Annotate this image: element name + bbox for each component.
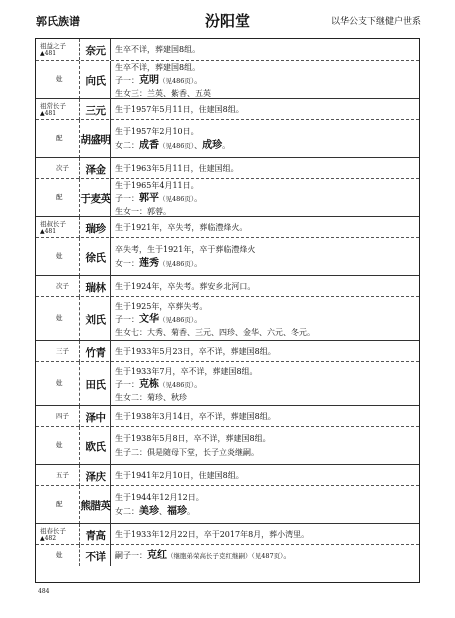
table-row <box>36 39 419 60</box>
detail-line: 生卒不详，葬建国8组。 <box>115 62 201 72</box>
detail-cell <box>111 238 419 276</box>
detail-line <box>115 259 202 269</box>
detail-line: 生于1921年，卒失考，葬临澧烽火。 <box>115 222 248 232</box>
relation-tag: 四子 <box>56 411 69 420</box>
relation-tag: 配 <box>56 193 63 201</box>
child-prefix: 女二： <box>115 141 139 150</box>
hall-name: 汾阳堂 <box>204 12 250 30</box>
relation-cell <box>36 524 80 545</box>
person-name: 熊腊英 <box>80 500 111 512</box>
child-name: 美珍 <box>139 506 159 517</box>
detail-line: 生女一：郭蓉。 <box>115 206 171 216</box>
name-cell <box>80 545 111 566</box>
relation-cell <box>36 427 80 465</box>
relation-cell <box>36 120 80 158</box>
page-header <box>0 10 455 32</box>
detail-line <box>115 194 202 204</box>
person-name: 欧氏 <box>85 441 106 453</box>
child-name: 福珍 <box>167 506 187 517</box>
table-row <box>36 485 419 524</box>
detail-line: 生于1924年，卒失考。葬安乡北河口。 <box>115 281 256 291</box>
detail-line <box>115 141 230 151</box>
detail-cell <box>111 406 419 427</box>
detail-cell <box>111 465 419 486</box>
detail-cell <box>111 217 419 238</box>
relation-tag: 祖叔长子 <box>40 219 66 228</box>
detail-cell <box>111 179 419 217</box>
page-number: 484 <box>38 588 50 595</box>
detail-cell <box>111 341 419 362</box>
detail-line: 生于1957年5月11日，住建国8组。 <box>115 104 244 114</box>
punct: 。 <box>194 75 203 85</box>
name-cell <box>80 276 111 297</box>
punct: 。 <box>194 379 203 389</box>
name-cell <box>80 217 111 238</box>
relation-cell <box>36 465 80 486</box>
punct: 。 <box>194 193 203 203</box>
detail-line: 生于1963年5月11日，住建国组。 <box>115 163 239 173</box>
table-row <box>36 426 419 465</box>
child-prefix: 子一： <box>115 193 139 203</box>
punct: 。 <box>194 314 203 324</box>
person-name: 瑞林 <box>85 281 106 294</box>
relation-cell <box>36 341 80 362</box>
name-cell <box>80 297 111 341</box>
table-row <box>36 544 419 566</box>
page-ref: ▲481 <box>40 109 57 117</box>
page-ref: ▲482 <box>40 534 57 542</box>
name-cell <box>80 120 111 158</box>
punct: 、 <box>194 141 203 150</box>
table-row <box>36 98 419 120</box>
lineage-title: 以华公支下继健户世系 <box>330 17 421 27</box>
relation-tag: 祖常长子 <box>40 101 66 110</box>
relation-cell <box>36 362 80 406</box>
name-cell <box>80 524 111 545</box>
table-row <box>36 178 419 217</box>
person-name: 泽金 <box>85 163 106 176</box>
table-row <box>36 361 419 406</box>
punct: 。 <box>194 259 203 268</box>
person-name: 向氏 <box>85 75 106 87</box>
relation-cell <box>36 179 80 217</box>
table-row <box>36 464 419 486</box>
person-name: 不详 <box>85 550 106 563</box>
child-prefix: 女一： <box>115 259 139 268</box>
detail-line <box>115 380 202 390</box>
detail-cell <box>111 427 419 465</box>
name-cell <box>80 179 111 217</box>
person-name: 青高 <box>85 529 106 542</box>
detail-line: 生于1938年5月8日，卒不详，葬建国8组。 <box>115 434 271 443</box>
relation-tag: 配 <box>56 134 63 142</box>
person-name: 竹青 <box>85 346 106 359</box>
child-prefix: 嗣子一： <box>115 550 147 560</box>
detail-line: 生于1965年4月11日。 <box>115 180 199 190</box>
child-name: 成珍 <box>202 140 223 151</box>
name-cell <box>80 61 111 99</box>
relation-cell <box>36 158 80 179</box>
detail-line: 生于1944年12月12日。 <box>115 493 204 502</box>
detail-cell <box>111 297 419 341</box>
punct: 。 <box>187 507 195 516</box>
child-name: 文华 <box>139 313 159 325</box>
detail-line: 生于1925年，卒葬失考。 <box>115 301 208 311</box>
name-cell <box>80 341 111 362</box>
child-prefix: 子一： <box>115 75 139 85</box>
detail-line <box>115 507 195 517</box>
relation-cell <box>36 217 80 238</box>
relation-tag: 妣 <box>56 75 63 83</box>
person-name: 泽中 <box>85 411 106 424</box>
relation-cell <box>36 406 80 427</box>
detail-cell <box>111 486 419 524</box>
detail-line: 生于1933年5月23日，卒不详，葬建国8组。 <box>115 346 276 356</box>
name-cell <box>80 99 111 120</box>
person-name: 徐氏 <box>85 252 106 264</box>
genealogy-table <box>35 38 420 583</box>
name-cell <box>80 465 111 486</box>
relation-cell <box>36 276 80 297</box>
relation-tag: 五子 <box>56 470 69 479</box>
punct: 。 <box>222 141 231 150</box>
page-note: （见486页） <box>159 315 195 324</box>
person-name: 田氏 <box>85 379 106 391</box>
name-cell <box>80 158 111 179</box>
detail-cell <box>111 39 419 60</box>
detail-line: 生子二：俱是随母下堂，长子立炎继嗣。 <box>115 448 259 457</box>
relation-tag: 妣 <box>56 441 63 449</box>
person-name: 三元 <box>85 104 106 117</box>
detail-cell <box>111 99 419 120</box>
detail-line: 生女七：大秀、菊香、三元、四珍、金华、六元、冬元。 <box>115 327 315 337</box>
child-name: 克红 <box>147 549 167 561</box>
table-row <box>36 237 419 276</box>
person-name: 泽庆 <box>85 470 106 483</box>
book-title: 郭氏族谱 <box>36 15 80 28</box>
detail-line: 生女二：菊珍、秋珍 <box>115 392 187 402</box>
table-row <box>36 216 419 238</box>
child-name: 成香 <box>139 140 159 151</box>
detail-line <box>115 76 202 86</box>
detail-line: 生于1933年12月22日，卒于2017年8月，葬小湾里。 <box>115 529 310 539</box>
detail-line: 生卒不详，葬建国8组。 <box>115 44 201 54</box>
table-row <box>36 275 419 297</box>
table-row <box>36 523 419 545</box>
name-cell <box>80 406 111 427</box>
table-row <box>36 157 419 179</box>
page-note: （见486页） <box>159 260 195 268</box>
child-prefix: 女二： <box>115 507 139 516</box>
table-row <box>36 405 419 427</box>
page-ref: ▲481 <box>40 227 57 235</box>
detail-line: 生于1933年7月，卒不详，葬建国8组。 <box>115 366 258 376</box>
page-note: （见486页） <box>159 380 195 389</box>
punct: 、 <box>159 507 167 516</box>
person-name: 奈元 <box>85 44 106 57</box>
detail-cell <box>111 61 419 99</box>
detail-line: 生女三：兰英、紫香、五英 <box>115 88 211 98</box>
relation-tag: 祖春长子 <box>40 526 66 535</box>
relation-tag: 妣 <box>56 550 63 559</box>
relation-cell <box>36 238 80 276</box>
page-note: （见486页） <box>159 142 195 150</box>
detail-cell <box>111 120 419 158</box>
relation-tag: 次子 <box>56 281 69 290</box>
detail-cell <box>111 362 419 406</box>
name-cell <box>80 427 111 465</box>
page-ref: ▲481 <box>40 49 57 57</box>
page-note: （见486页） <box>159 76 195 85</box>
detail-line: 生于1938年3月14日，卒不详，葬建国8组。 <box>115 411 276 421</box>
name-cell <box>80 486 111 524</box>
relation-tag: 妣 <box>56 314 63 322</box>
detail-line: 生于1941年2月10日，住建国8组。 <box>115 470 244 480</box>
table-row <box>36 296 419 341</box>
child-prefix: 子一： <box>115 379 139 389</box>
name-cell <box>80 39 111 60</box>
relation-cell <box>36 61 80 99</box>
child-name: 克明 <box>139 74 159 86</box>
child-name: 莲秀 <box>139 258 159 269</box>
punct: 。 <box>283 550 292 560</box>
child-name: 郭平 <box>139 192 159 204</box>
name-cell <box>80 238 111 276</box>
detail-line <box>115 315 202 325</box>
person-name: 于麦英 <box>80 193 111 205</box>
relation-tag: 祖益之子 <box>40 41 66 50</box>
detail-line <box>115 551 291 561</box>
child-prefix: 子一： <box>115 314 139 324</box>
relation-cell <box>36 39 80 60</box>
person-name: 刘氏 <box>85 314 106 326</box>
person-name: 胡盛明 <box>80 134 111 146</box>
table-row <box>36 60 419 99</box>
relation-cell <box>36 297 80 341</box>
relation-tag: 配 <box>56 500 63 508</box>
detail-cell <box>111 158 419 179</box>
relation-cell <box>36 486 80 524</box>
relation-tag: 妣 <box>56 252 63 260</box>
relation-cell <box>36 99 80 120</box>
relation-tag: 妣 <box>56 379 63 387</box>
relation-cell <box>36 545 80 566</box>
page-note: （见486页） <box>159 194 195 203</box>
relation-tag: 次子 <box>56 163 69 172</box>
page-note: （继胞弟荣高长子克红继嗣）（见487页） <box>167 551 284 560</box>
detail-line: 卒失考，生于1921年，卒于葬临澧烽火 <box>115 245 256 254</box>
detail-line: 生于1957年2月10日。 <box>115 127 199 136</box>
relation-tag: 三子 <box>56 346 69 355</box>
person-name: 瑞珍 <box>85 222 106 235</box>
detail-cell <box>111 524 419 545</box>
table-row <box>36 119 419 158</box>
table-row <box>36 340 419 362</box>
detail-cell <box>111 545 419 566</box>
child-name: 克栋 <box>139 378 159 390</box>
detail-cell <box>111 276 419 297</box>
name-cell <box>80 362 111 406</box>
